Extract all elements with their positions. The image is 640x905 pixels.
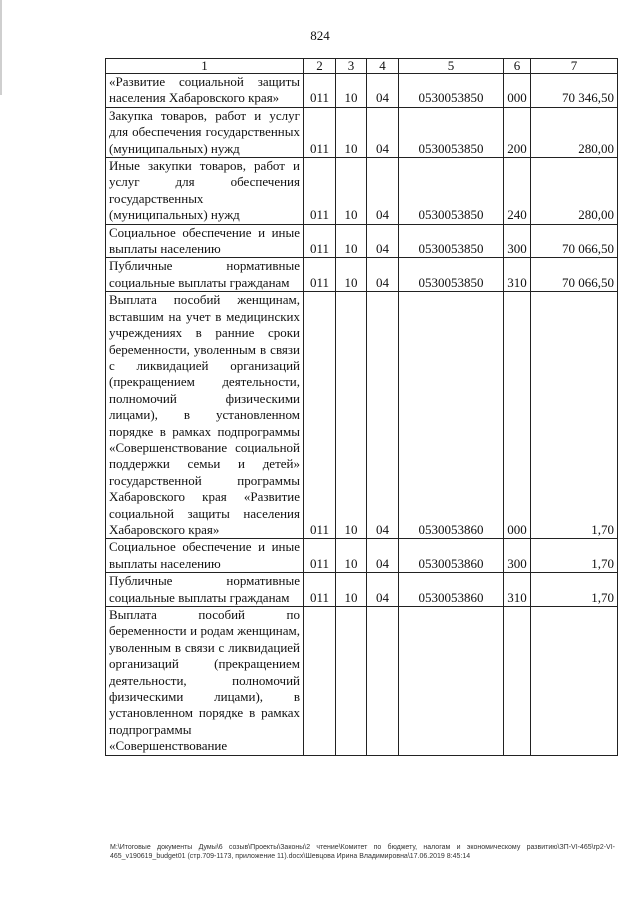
row-description: Социальное обеспечение и иные выплаты населению <box>106 224 304 258</box>
cell-col3: 10 <box>336 258 367 292</box>
cell-col2: 011 <box>304 107 336 157</box>
page-number: 824 <box>310 28 330 43</box>
cell-col7: 70 066,50 <box>531 258 618 292</box>
budget-table <box>105 58 618 756</box>
cell-col5: 0530053850 <box>399 158 504 225</box>
header-cell: 1 <box>106 59 304 74</box>
table-row <box>106 292 618 539</box>
row-description: Социальное обеспечение и иные выплаты населению <box>106 539 304 573</box>
table-row <box>106 607 618 756</box>
cell-col3: 10 <box>336 539 367 573</box>
cell-col4: 04 <box>367 107 399 157</box>
cell-col5: 0530053860 <box>399 573 504 607</box>
cell-col7: 280,00 <box>531 107 618 157</box>
cell-col6: 310 <box>504 573 531 607</box>
cell-col3: 10 <box>336 573 367 607</box>
header-cell: 7 <box>531 59 618 74</box>
table-row <box>106 573 618 607</box>
row-description: «Развитие социальной защиты населения Хабаровского края» <box>106 74 304 108</box>
cell-col6 <box>504 607 531 756</box>
table-row <box>106 539 618 573</box>
scan-edge-mark <box>0 0 2 95</box>
cell-col7: 1,70 <box>531 573 618 607</box>
header-cell: 4 <box>367 59 399 74</box>
cell-col7: 1,70 <box>531 292 618 539</box>
row-description: Выплата пособий женщинам, вставшим на учет в медицинских учреждениях в ранние сроки беременности, уволенным в связи с ликвидацией организаций (прекращением деятельности, полномочий физическими лицами), в установленном порядке в рамках подпрограммы «Совершенствование социальной поддержки семьи и детей» государственной программы Хабаровского края «Развитие социальной защиты населения Хабаровского края» <box>106 292 304 539</box>
cell-col4: 04 <box>367 224 399 258</box>
cell-col5: 0530053860 <box>399 539 504 573</box>
cell-col6: 300 <box>504 539 531 573</box>
table-row <box>106 258 618 292</box>
table-row <box>106 74 618 108</box>
cell-col5: 0530053850 <box>399 224 504 258</box>
cell-col6: 000 <box>504 74 531 108</box>
footer-file-path: M:\Итоговые документы Думы\6 созыв\Проекты\Законы\2 чтение\Комитет по бюджету, налогам и экономическому развитию\ЗП-VI-465\rp2-VI-465_v190619_budget01 (стр.709-1173, приложение 11).docx\Шевцова Ирина Владимировна\17.06.2019 8:45:14 <box>110 844 615 860</box>
cell-col3: 10 <box>336 74 367 108</box>
table-row <box>106 158 618 225</box>
cell-col4 <box>367 607 399 756</box>
cell-col2: 011 <box>304 158 336 225</box>
cell-col3 <box>336 607 367 756</box>
cell-col6: 000 <box>504 292 531 539</box>
header-cell: 2 <box>304 59 336 74</box>
cell-col6: 200 <box>504 107 531 157</box>
cell-col4: 04 <box>367 292 399 539</box>
cell-col4: 04 <box>367 74 399 108</box>
cell-col3: 10 <box>336 158 367 225</box>
cell-col6: 310 <box>504 258 531 292</box>
row-description: Закупка товаров, работ и услуг для обеспечения государственных (муниципальных) нужд <box>106 107 304 157</box>
cell-col7 <box>531 607 618 756</box>
cell-col7: 1,70 <box>531 539 618 573</box>
table-row <box>106 224 618 258</box>
cell-col6: 240 <box>504 158 531 225</box>
header-cell: 5 <box>399 59 504 74</box>
cell-col2: 011 <box>304 292 336 539</box>
row-description: Иные закупки товаров, работ и услуг для обеспечения государственных (муниципальных) нужд <box>106 158 304 225</box>
cell-col5: 0530053850 <box>399 107 504 157</box>
cell-col2: 011 <box>304 258 336 292</box>
cell-col2: 011 <box>304 573 336 607</box>
header-cell: 3 <box>336 59 367 74</box>
cell-col3: 10 <box>336 292 367 539</box>
cell-col3: 10 <box>336 224 367 258</box>
cell-col5 <box>399 607 504 756</box>
cell-col7: 70 346,50 <box>531 74 618 108</box>
cell-col7: 280,00 <box>531 158 618 225</box>
row-description: Выплата пособий по беременности и родам женщинам, уволенным в связи с ликвидацией организаций (прекращением деятельности, полномочий физическими лицами), в установленном порядке в рамках подпрограммы «Совершенствование <box>106 607 304 756</box>
cell-col4: 04 <box>367 573 399 607</box>
cell-col3: 10 <box>336 107 367 157</box>
table-header-row <box>106 59 618 74</box>
cell-col5: 0530053850 <box>399 258 504 292</box>
row-description: Публичные нормативные социальные выплаты гражданам <box>106 258 304 292</box>
cell-col2: 011 <box>304 74 336 108</box>
cell-col4: 04 <box>367 258 399 292</box>
cell-col2 <box>304 607 336 756</box>
cell-col7: 70 066,50 <box>531 224 618 258</box>
cell-col4: 04 <box>367 539 399 573</box>
row-description: Публичные нормативные социальные выплаты гражданам <box>106 573 304 607</box>
cell-col5: 0530053850 <box>399 74 504 108</box>
cell-col4: 04 <box>367 158 399 225</box>
cell-col5: 0530053860 <box>399 292 504 539</box>
cell-col2: 011 <box>304 539 336 573</box>
cell-col6: 300 <box>504 224 531 258</box>
header-cell: 6 <box>504 59 531 74</box>
cell-col2: 011 <box>304 224 336 258</box>
table-row <box>106 107 618 157</box>
